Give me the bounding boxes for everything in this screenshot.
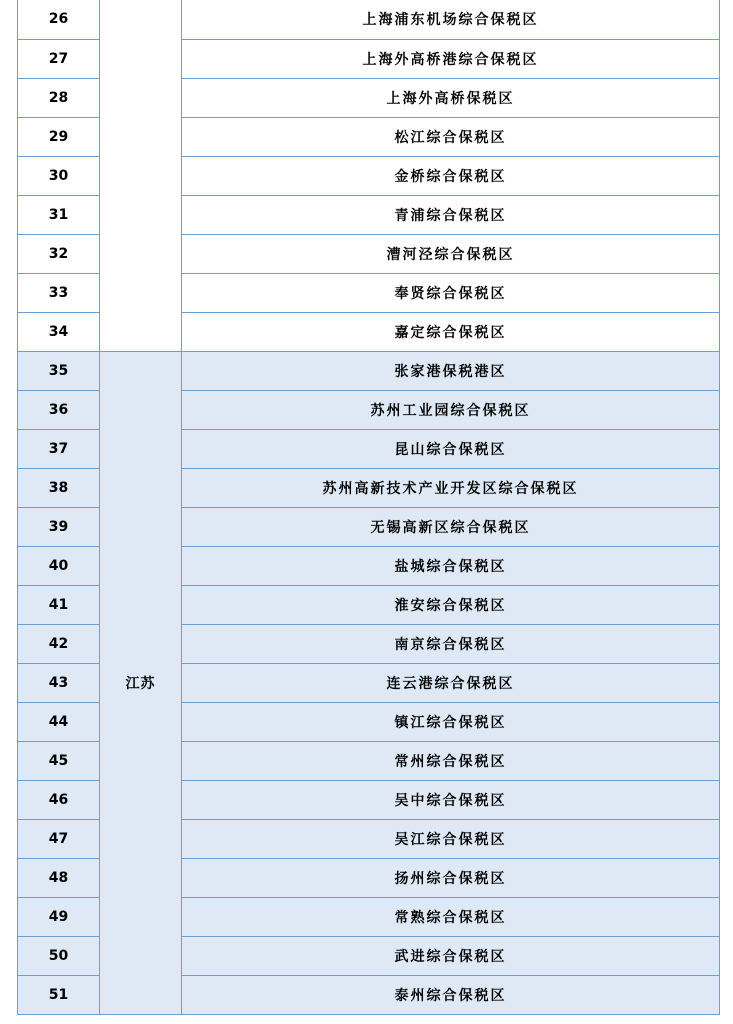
row-number: 38: [18, 468, 100, 507]
row-number: 43: [18, 663, 100, 702]
row-number: 36: [18, 390, 100, 429]
row-number: 37: [18, 429, 100, 468]
zone-name: 无锡高新区综合保税区: [182, 507, 720, 546]
row-number: 33: [18, 273, 100, 312]
row-number: 41: [18, 585, 100, 624]
zone-name: 张家港保税港区: [182, 351, 720, 390]
row-number: 47: [18, 819, 100, 858]
zone-name: 镇江综合保税区: [182, 702, 720, 741]
row-number: 27: [18, 39, 100, 78]
row-number: 50: [18, 936, 100, 975]
row-number: 48: [18, 858, 100, 897]
row-number: 31: [18, 195, 100, 234]
row-number: 46: [18, 780, 100, 819]
row-number: 35: [18, 351, 100, 390]
zone-name: 苏州高新技术产业开发区综合保税区: [182, 468, 720, 507]
row-number: 45: [18, 741, 100, 780]
row-number: 32: [18, 234, 100, 273]
zone-name: 吴江综合保税区: [182, 819, 720, 858]
row-number: 34: [18, 312, 100, 351]
row-number: 51: [18, 975, 100, 1014]
zone-name: 金桥综合保税区: [182, 156, 720, 195]
zone-name: 苏州工业园综合保税区: [182, 390, 720, 429]
zone-name: 上海外高桥保税区: [182, 78, 720, 117]
zone-name: 常州综合保税区: [182, 741, 720, 780]
zone-name: 嘉定综合保税区: [182, 312, 720, 351]
row-number: 26: [18, 0, 100, 39]
row-number: 40: [18, 546, 100, 585]
row-number: 29: [18, 117, 100, 156]
zone-name: 泰州综合保税区: [182, 975, 720, 1014]
bonded-zone-table: [17, 0, 720, 1015]
zone-name: 昆山综合保税区: [182, 429, 720, 468]
zone-name: 连云港综合保税区: [182, 663, 720, 702]
row-number: 39: [18, 507, 100, 546]
zone-name: 武进综合保税区: [182, 936, 720, 975]
zone-name: 扬州综合保税区: [182, 858, 720, 897]
zone-name: 淮安综合保税区: [182, 585, 720, 624]
zone-name: 南京综合保税区: [182, 624, 720, 663]
row-number: 49: [18, 897, 100, 936]
zone-name: 吴中综合保税区: [182, 780, 720, 819]
province-cell-jiangsu: 江苏: [100, 351, 182, 1014]
zone-name: 奉贤综合保税区: [182, 273, 720, 312]
zone-name: 松江综合保税区: [182, 117, 720, 156]
row-number: 28: [18, 78, 100, 117]
zone-name: 漕河泾综合保税区: [182, 234, 720, 273]
zone-name: 青浦综合保税区: [182, 195, 720, 234]
table-body: [18, 0, 720, 1014]
zone-name: 常熟综合保税区: [182, 897, 720, 936]
table-row: [18, 0, 720, 39]
zone-name: 上海外高桥港综合保税区: [182, 39, 720, 78]
table-row: [18, 351, 720, 390]
zone-name: 盐城综合保税区: [182, 546, 720, 585]
zone-name: 上海浦东机场综合保税区: [182, 0, 720, 39]
row-number: 30: [18, 156, 100, 195]
province-cell-shanghai: [100, 0, 182, 351]
row-number: 42: [18, 624, 100, 663]
row-number: 44: [18, 702, 100, 741]
